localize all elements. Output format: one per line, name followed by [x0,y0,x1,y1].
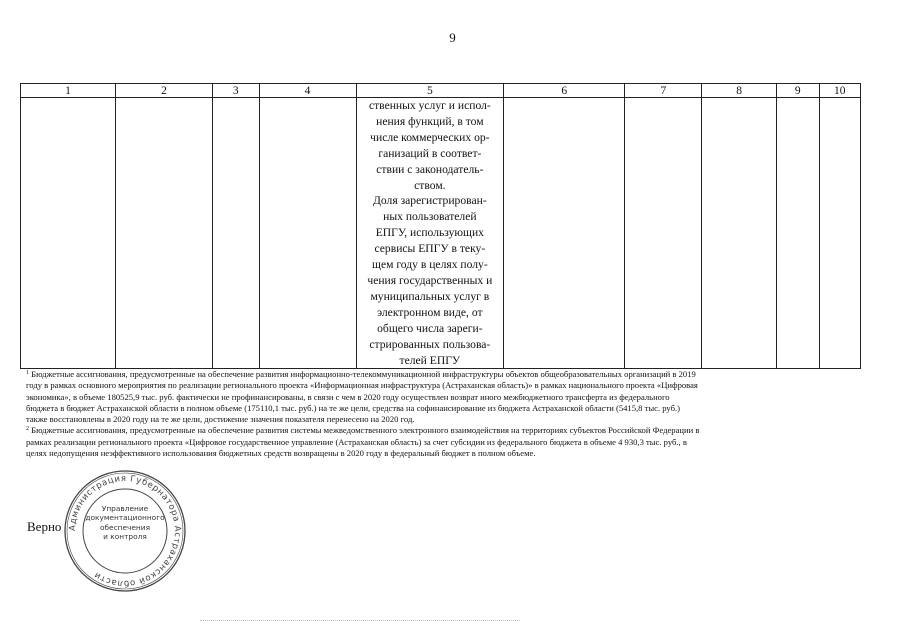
footnote-line: также восстановлены в 2020 году на те же цели, достижение значения показателя перенесено на 2020 год. [26,414,415,425]
column-header: 8 [702,84,777,98]
footnote-text: Бюджетные ассигнования, предусмотренные на обеспечение развития системы межведомственного электронного взаимодействия на территориях субъектов Российской Федерации в [31,425,700,436]
column-header: 9 [777,84,819,98]
cell-text-line: телей ЕПГУ [399,353,461,367]
column-header: 10 [819,84,861,98]
stamp-line: и контроля [103,531,147,541]
stamp-line: обеспечения [99,522,151,532]
cell-text-line: ганизаций в соответ- [378,146,482,160]
cell-text-line: Доля зарегистрирован- [373,194,487,208]
column-header: 2 [116,84,213,98]
footnotes [26,369,868,459]
official-stamp [62,468,188,594]
table-cell-empty [625,98,702,369]
footnote-mark: 1 [26,370,29,376]
cell-text-line: ствии с законодатель- [376,162,484,176]
stamp-center-text [62,504,188,541]
column-header: 7 [625,84,702,98]
column-header: 1 [21,84,116,98]
stamp-line: документационного [85,513,165,523]
column-header: 4 [259,84,356,98]
cell-text-line: сервисы ЕПГУ в теку- [374,242,486,256]
cell-text-line: ЕПГУ, использующих [375,226,484,240]
footnote-line: рамках реализации регионального проекта «Цифровое государственное управление (Астраханская область) за счет субсидии из федерального бюджета в объеме 4 930,3 тыс. руб., в [26,436,687,447]
cell-text-line: ством. [414,178,446,192]
cell-text-line: чения государственных и [367,273,493,287]
table-cell-empty [116,98,213,369]
page-number: 9 [449,30,456,45]
footnote-line: бюджета в бюджет Астраханской области в полном объеме (175110,1 тыс. руб.) на те же цели, средства на софинансирование из бюджета Астраханской области (5415,8 тыс. руб.) [26,402,680,413]
indicator-description-cell [356,98,504,369]
table-cell-empty [777,98,819,369]
scan-artifact [200,620,520,623]
table-cell-empty [819,98,861,369]
column-header: 5 [356,84,504,98]
table-cell-empty [504,98,625,369]
data-table [20,83,861,369]
stamp-ring-text: Администрация Губернатора Астраханской области [67,473,183,589]
table-cell-empty [21,98,116,369]
table-cell-empty [213,98,259,369]
cell-text-line: электронном виде, от [377,305,483,319]
column-header: 3 [213,84,259,98]
table-row [21,98,861,369]
cell-text-line: числе коммерческих ор- [370,130,490,144]
footnote-mark: 2 [26,426,29,433]
table-cell-empty [259,98,356,369]
cell-text-line: ственных услуг и испол- [368,99,491,112]
cell-text-line: стрированных пользова- [369,337,491,351]
footnote-line: экономика», в объеме 180525,9 тыс. руб. фактически не профинансированы, в связи с чем в 2020 году осуществлен возврат иного межбюджетного трансферта из федерального [26,391,670,402]
stamp-line: Управление [101,504,149,513]
footnote-line [26,369,868,380]
table-header-row [21,84,861,98]
footnote-line: году в рамках основного мероприятия по реализации регионального проекта «Информационная инфраструктура (Астраханская область)» в рамках национального проекта «Цифровая [26,380,698,391]
cell-text-line: ных пользователей [383,210,477,224]
certification-label: Верно [27,519,62,534]
cell-text-line: муниципальных услуг в [370,289,490,303]
column-header: 6 [504,84,625,98]
cell-text-line: общего числа зареги- [377,321,483,335]
footnote-line [26,425,868,436]
footnote-line: целях недопущения неэффективного использования бюджетных средств возвращены в 2020 году в федеральный бюджет в полном объеме. [26,448,536,459]
table-cell-empty [702,98,777,369]
cell-text-line: нения функций, в том [376,114,484,128]
cell-text-line: щем году в целях полу- [372,258,488,272]
footnote-text: Бюджетные ассигнования, предусмотренные на обеспечение развития информационно-телекоммуникационной инфраструктуры объектов общеобразовательных организаций в 2019 [31,369,696,379]
